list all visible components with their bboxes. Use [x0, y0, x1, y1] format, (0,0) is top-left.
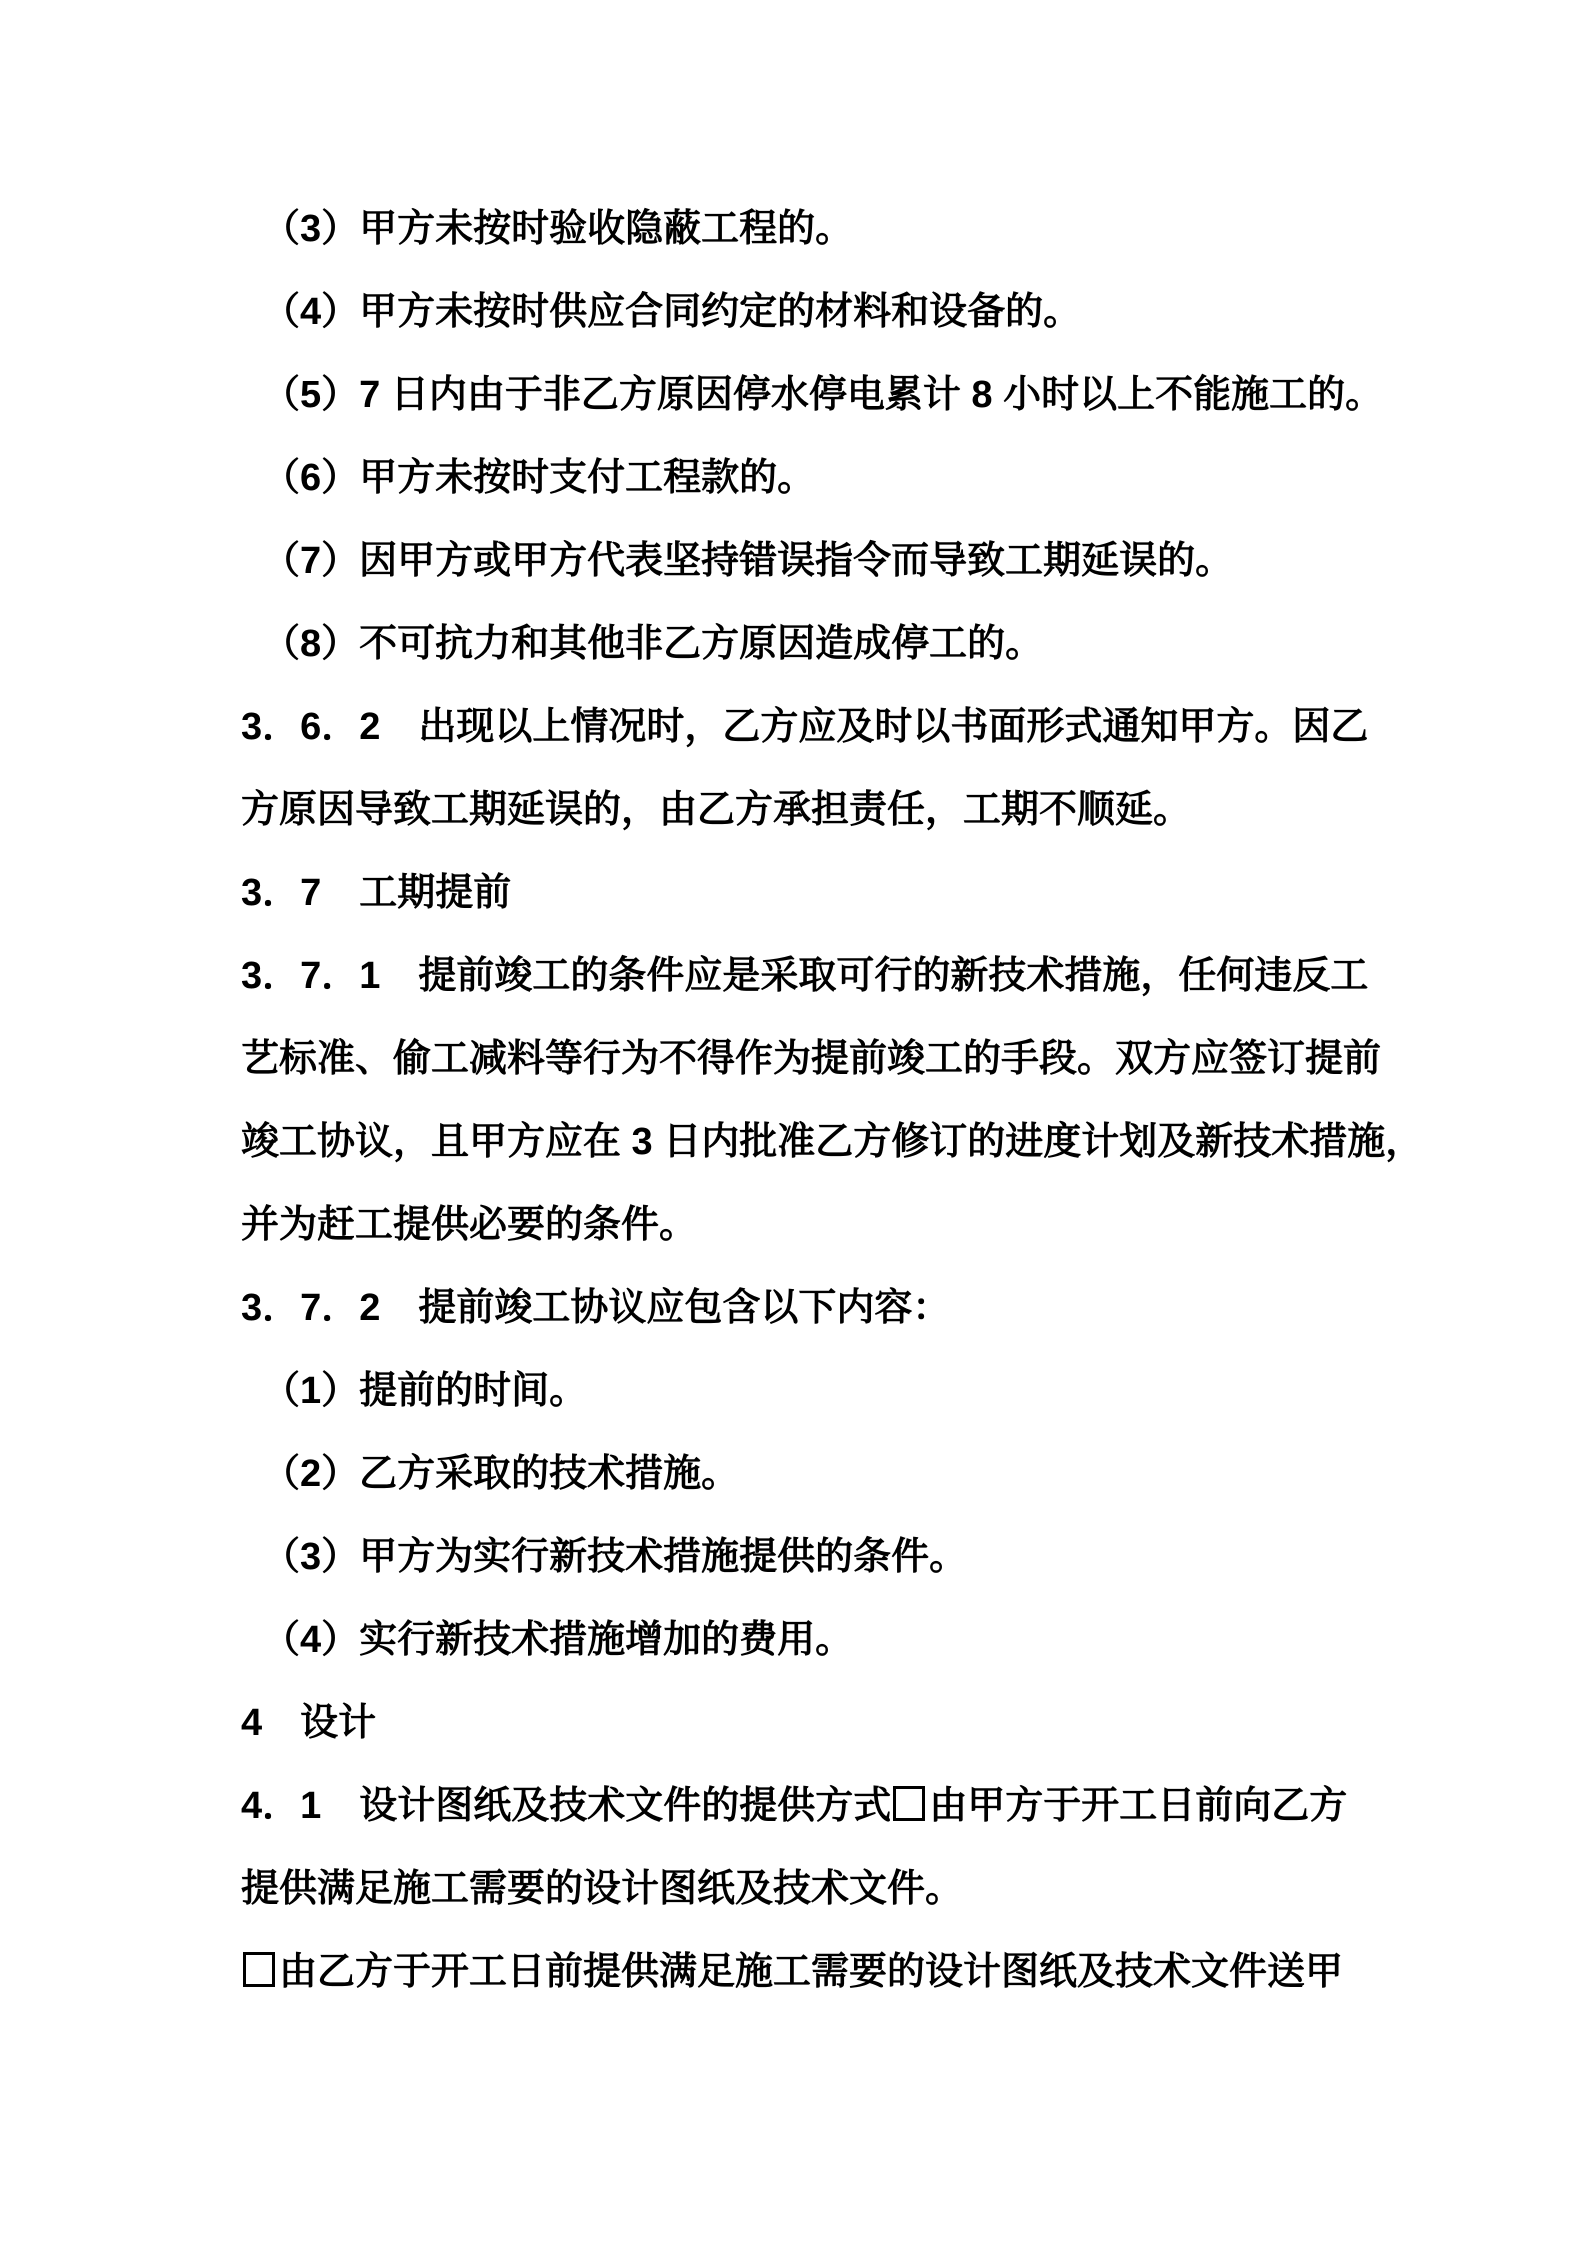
list-item-4: （4）甲方未按时供应合同约定的材料和设备的。 — [262, 291, 1082, 333]
clause-3-6-2-line-2: 方原因导致工期延误的，由乙方承担责任，工期不顺延。 — [241, 789, 1192, 831]
clause-3-7-1-line-2: 艺标准、偷工减料等行为不得作为提前竣工的手段。双方应签订提前 — [241, 1038, 1382, 1080]
clause-3-7-1-line-3: 竣工协议，且甲方应在 3 日内批准乙方修订的进度计划及新技术措施， — [241, 1121, 1424, 1163]
list-item-5: （5）7 日内由于非乙方原因停水停电累计 8 小时以上不能施工的。 — [262, 374, 1384, 416]
clause-3-7-1-line-4: 并为赶工提供必要的条件。 — [241, 1204, 698, 1246]
clause-4-1-pre-text: 4．1 设计图纸及技术文件的提供方式 — [241, 1785, 892, 1827]
clause-3-7-heading: 3．7 工期提前 — [241, 872, 512, 914]
list-item-8: （8）不可抗力和其他非乙方原因造成停工的。 — [262, 623, 1044, 665]
list-item-6: （6）甲方未按时支付工程款的。 — [262, 457, 816, 499]
clause-4-1-option-b-line — [241, 1931, 1436, 2014]
list-item-3: （3）甲方未按时验收隐蔽工程的。 — [262, 208, 854, 250]
checkbox-icon-option-b — [243, 1952, 275, 1987]
clause-3-6-2-line-1: 3．6．2 出现以上情况时，乙方应及时以书面形式通知甲方。因乙 — [241, 706, 1369, 748]
clause-4-1-line-2: 提供满足施工需要的设计图纸及技术文件。 — [241, 1868, 964, 1910]
list-item-3b: （3）甲方为实行新技术措施提供的条件。 — [262, 1536, 968, 1578]
clause-4-1-post-text: 由甲方于开工日前向乙方 — [929, 1785, 1348, 1827]
clause-3-7-1-line-1: 3．7．1 提前竣工的条件应是采取可行的新技术措施，任何违反工 — [241, 955, 1369, 997]
checkbox-icon-option-a — [893, 1786, 925, 1821]
list-item-1: （1）提前的时间。 — [262, 1370, 588, 1412]
clause-4-1-line-1 — [241, 1765, 1436, 1848]
list-item-2: （2）乙方采取的技术措施。 — [262, 1453, 740, 1495]
list-item-7: （7）因甲方或甲方代表坚持错误指令而导致工期延误的。 — [262, 540, 1234, 582]
clause-3-7-2-heading: 3．7．2 提前竣工协议应包含以下内容： — [241, 1287, 951, 1329]
section-4-heading: 4 设计 — [241, 1702, 377, 1744]
list-item-4b: （4）实行新技术措施增加的费用。 — [262, 1619, 854, 1661]
clause-4-1-option-b-text: 由乙方于开工日前提供满足施工需要的设计图纸及技术文件送甲 — [279, 1951, 1344, 1993]
